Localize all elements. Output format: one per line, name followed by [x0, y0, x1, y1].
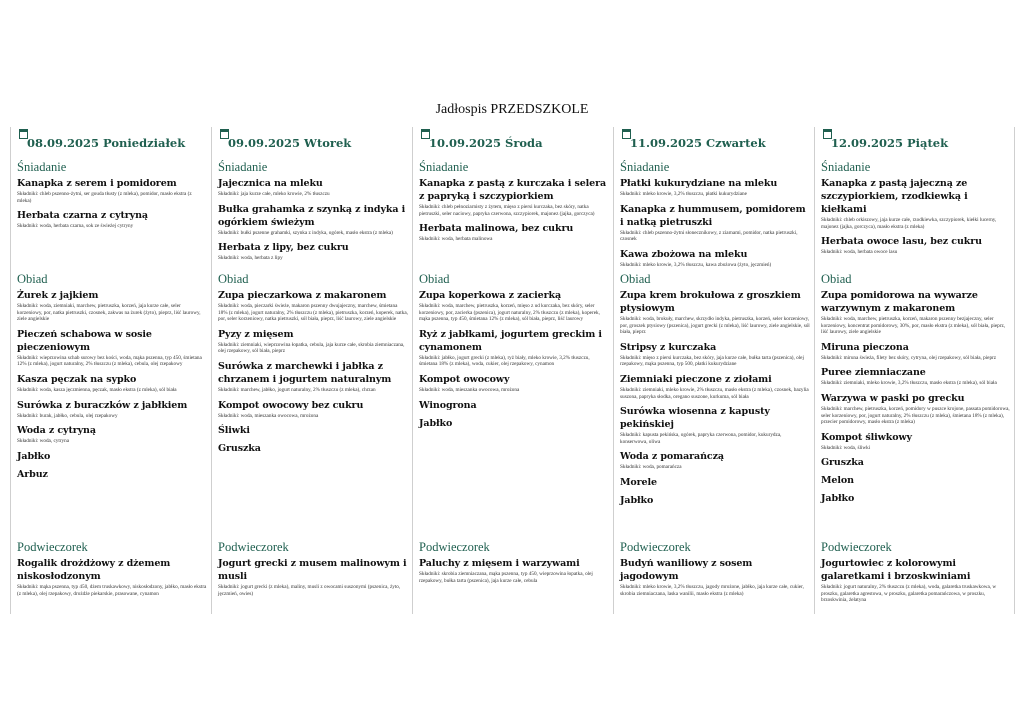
- dish-name: Kasza pęczak na sypko: [17, 373, 137, 385]
- dish-name: Budyń waniliowy z sosem jagodowym: [620, 558, 753, 582]
- meal-section-label: Śniadanie: [620, 160, 670, 174]
- day-header: [419, 127, 609, 153]
- dish-ingredients: Składniki: jogurt grecki (z mleka), maliny, musli z owocami suszonymi (pszenica, żyto, jęczmień, owies): [218, 584, 401, 597]
- day-header: [620, 127, 810, 153]
- dish-name: Ryż z jabłkami, jogurtem greckim i cynamonem: [419, 328, 602, 353]
- dish-name: Herbata z lipy, bez cukru: [218, 242, 349, 254]
- dish-name: Surówka z buraczków z jabłkiem: [17, 399, 188, 411]
- dish-name: Woda z cytryną: [17, 425, 96, 437]
- dish-ingredients: Składniki: miruna świeża, filety bez skóry, cytryna, olej rzepakowy, sól biała, pieprz: [821, 354, 997, 361]
- dish-name: Kanapka z pastą z kurczaka i selera z papryką i szczypiorkiem: [419, 178, 607, 202]
- menu-columns: [10, 127, 1015, 614]
- meal-section: [419, 160, 609, 248]
- meal-section: [419, 540, 609, 589]
- meal-section: [821, 160, 1010, 261]
- dish-name: Herbata owoce lasu, bez cukru: [821, 236, 982, 248]
- meal-section: [620, 160, 810, 273]
- day-column: [814, 127, 1015, 614]
- dish-ingredients: Składniki: mleko krowie, 3,2% tłuszczu, płatki kukurydziane: [620, 191, 747, 197]
- dish-name: Surówka wiosenna z kapusty pekińskiej: [620, 406, 770, 431]
- meal-section-label: Obiad: [419, 272, 450, 286]
- meal-section-label: Podwieczorek: [821, 540, 892, 554]
- dish-ingredients: Składniki: wieprzowina schab surowy bez kości, woda, mąka pszenna, typ 450, śmietana 12% (z mleka), jogurt naturalny, 2% tłuszczu (z mleka), cebula, olej rzepakowy: [17, 354, 202, 368]
- dish-ingredients: Składniki: marchew, jabłko, jogurt naturalny, 2% tłuszczu (z mleka), chrzan: [218, 386, 376, 393]
- dish-name: Kanapka z hummusem, pomidorem i natką pietruszki: [620, 203, 806, 228]
- dish-ingredients: Składniki: chleb pszenno-żytni słonecznikowy, z ziarnami, pomidor, natka pietruszki, czosnek: [620, 229, 798, 243]
- dish-name: Żurek z jajkiem: [17, 290, 99, 301]
- dish-name: Melon: [821, 475, 854, 487]
- dish-ingredients: Składniki: mleko krowie, 3,2% tłuszczu, jagody mrożone, jabłko, jaja kurze całe, cukier, skrobia ziemniaczana, laska wanilii, masło ekstra (z mleka): [620, 584, 804, 597]
- dish-ingredients: Składniki: marchew, pietruszka, korzeń, pomidory w puszce krojone, passata pomidorowa, seler korzeniowy, por, jogurt naturalny, 2% tłuszczu (z mleka), śmietana 18% (z mleka), przecier pomidorowy, masło ekstra (z mleka): [821, 405, 1010, 426]
- dish-name: Woda z pomarańczą: [620, 451, 724, 463]
- dish-name: Zupa pomidorowa na wywarze warzywnym z makaronem: [821, 290, 978, 314]
- dish-ingredients: Składniki: woda, ziemniaki, marchew, pietruszka, korzeń, jaja kurze całe, seler korzeniowy, por, natka pietruszki, czosnek, zakwas na żurek (żyto), pieprz, liść laurowy, ziele angielskie: [17, 303, 201, 323]
- dish-name: Puree ziemniaczane: [821, 367, 926, 379]
- dish-name: Jabłko: [17, 450, 51, 462]
- dish-name: Jabłko: [620, 494, 654, 506]
- dish-name: Kanapka z pastą jajeczną ze szczypiorkiem, rzodkiewką i kiełkami: [821, 178, 968, 215]
- dish-ingredients: Składniki: burak, jabłko, cebula, olej rzepakowy: [17, 412, 118, 419]
- meal-section-label: Śniadanie: [821, 160, 871, 174]
- dish-name: Jogurtowiec z kolorowymi galaretkami i brzoskwiniami: [821, 558, 971, 582]
- dish-name: Jabłko: [821, 493, 855, 505]
- dish-ingredients: Składniki: jaja kurze całe, mleko krowie, 2% tłuszczu: [218, 191, 330, 197]
- day-column: [10, 127, 211, 614]
- meal-section: [218, 540, 408, 602]
- meal-section-label: Obiad: [821, 272, 852, 286]
- dish-name: Gruszka: [218, 443, 261, 455]
- dish-name: Bułka grahamka z szynką z indyka i ogórkiem świeżym: [218, 203, 406, 228]
- dish-name: Rogalik drożdżowy z dżemem niskosłodzonym: [17, 558, 171, 582]
- dish-ingredients: Składniki: woda, mieszanka owocowa, mrożona: [419, 386, 520, 393]
- dish-ingredients: Składniki: woda, mieszanka owocowa, mrożona: [218, 412, 319, 419]
- meal-section-label: Podwieczorek: [218, 540, 289, 554]
- dish-ingredients: Składniki: jabłko, jogurt grecki (z mleka), ryż biały, mleko krowie, 3,2% tłuszczu, śmietana 18% (z mleka), woda, cukier, olej rzepakowy, cynamon: [419, 354, 590, 368]
- dish-name: Kompot owocowy bez cukru: [218, 399, 364, 411]
- dish-ingredients: Składniki: jogurt naturalny, 2% tłuszczu (z mleka), woda, galaretka truskawkowa, w proszku, galaretka agrestowa, w proszku, galaretka pomarańczowa, w proszku, brzoskwinia, żelatyna: [821, 584, 997, 604]
- dish-ingredients: Składniki: woda, pomarańcza: [620, 464, 682, 471]
- day-column: [211, 127, 412, 614]
- meal-section: [218, 272, 408, 460]
- dish-ingredients: Składniki: woda, kasza jęczmienna, pęczak, masło ekstra (z mleka), sól biała: [17, 386, 177, 393]
- day-column: [613, 127, 814, 614]
- meal-section-label: Obiad: [218, 272, 249, 286]
- dish-name: Śliwki: [218, 425, 250, 437]
- dish-name: Pieczeń schabowa w sosie pieczeniowym: [17, 328, 152, 353]
- dish-name: Zupa pieczarkowa z makaronem: [218, 290, 387, 301]
- dish-ingredients: Składniki: chleb pełnoziarnisty z żytem, mięso z piersi kurczaka, bez skóry, natka pietruszki, seler naciowy, papryka czerwona, szczypiorek, majonez (jajka, gorczyca): [419, 204, 595, 217]
- meal-section-label: Podwieczorek: [419, 540, 490, 554]
- dish-ingredients: Składniki: chleb orkiszowy, jaja kurze całe, rzodkiewka, szczypiorek, kiełki lucerny, majonez (jajka, gorczyca), masło ekstra (z mleka): [821, 217, 997, 230]
- meal-section: [620, 272, 810, 512]
- meal-section: [17, 272, 207, 486]
- day-date: 12.09.2025 Piątek: [831, 136, 949, 150]
- meal-section-label: Podwieczorek: [17, 540, 88, 554]
- day-date: 11.09.2025 Czwartek: [630, 136, 766, 150]
- dish-name: Płatki kukurydziane na mleku: [620, 178, 778, 189]
- day-header: [218, 127, 408, 153]
- dish-name: Jabłko: [419, 417, 453, 429]
- meal-section-label: Podwieczorek: [620, 540, 691, 554]
- dish-name: Gruszka: [821, 457, 864, 469]
- dish-name: Jajecznica na mleku: [218, 178, 323, 189]
- dish-ingredients: Składniki: ziemniaki, mleko krowie, 3,2% tłuszczu, masło ekstra (z mleka), sól biała: [821, 380, 997, 387]
- dish-ingredients: Składniki: woda, marchew, pietruszka, korzeń, makaron pszenny bezjajeczny, seler korzeniowy, koncentrat pomidorowy, 30%, por, masło ekstra (z mleka), sól biała, pieprz, liść laurowy, ziele angielskie: [821, 316, 1006, 336]
- meal-section-label: Obiad: [620, 272, 651, 286]
- meal-section-label: Obiad: [17, 272, 48, 286]
- dish-name: Paluchy z mięsem i warzywami: [419, 558, 580, 569]
- dish-ingredients: Składniki: woda, cytryna: [17, 438, 70, 445]
- dish-name: Ziemniaki pieczone z ziołami: [620, 373, 772, 385]
- dish-name: Pyzy z mięsem: [218, 328, 294, 340]
- day-date: 09.09.2025 Wtorek: [228, 136, 352, 150]
- dish-ingredients: Składniki: woda, herbata owoce lasu: [821, 249, 898, 256]
- meal-section-label: Śniadanie: [17, 160, 67, 174]
- meal-section-label: Śniadanie: [218, 160, 268, 174]
- dish-ingredients: Składniki: woda, herbata czarna, sok ze świeżej cytryny: [17, 223, 134, 230]
- dish-ingredients: Składniki: ziemniaki, mleko krowie, 2% tłuszczu, masło ekstra (z mleka), czosnek, bazylia suszona, papryka słodka, oregano suszone, kurkuma, sól biała: [620, 386, 809, 400]
- dish-name: Kompot śliwkowy: [821, 431, 912, 443]
- page-title: Jadłospis PRZEDSZKOLE: [435, 102, 589, 117]
- dish-name: Zupa koperkowa z zacierką: [419, 290, 562, 301]
- dish-name: Kompot owocowy: [419, 373, 510, 385]
- dish-name: Miruna pieczona: [821, 341, 909, 353]
- dish-ingredients: Składniki: kapusta pekińska, ogórek, papryka czerwona, pomidor, kukurydza, konserwowa, oliwa: [620, 432, 782, 445]
- dish-name: Warzywa w paski po grecku: [821, 392, 965, 404]
- dish-ingredients: Składniki: woda, brokuły, marchew, skrzydło indyka, pietruszka, korzeń, seler korzeniowy, por, groszek ptysiowy (pszenica), jogurt grecki (z mleka), liść laurowy, ziele angielskie, sól biała, pieprz: [620, 316, 810, 336]
- meal-section: [620, 540, 810, 602]
- dish-name: Herbata malinowa, bez cukru: [419, 223, 574, 235]
- dish-ingredients: Składniki: woda, marchew, pietruszka, korzeń, mięso z ud kurczaka, bez skóry, seler korzeniowy, por, zacierka (pszenica), jogurt naturalny, 2% tłuszczu (z mleka), koperek, mąka pszenna, typ 450, śmietana 12% (z mleka), sól biała, pieprz, liść laurowy: [419, 303, 600, 323]
- day-date: 10.09.2025 Środa: [429, 136, 543, 150]
- dish-ingredients: Składniki: woda, śliwki: [821, 444, 871, 451]
- dish-ingredients: Składniki: mąka pszenna, typ 450, dżem truskawkowy, niskosłodzony, jabłko, masło ekstra (z mleka), olej rzepakowy, drożdże piekarskie, prasowane, cynamon: [17, 584, 207, 597]
- dish-ingredients: Składniki: mięso z piersi kurczaka, bez skóry, jaja kurze całe, bułka tarta (pszenica), olej rzepakowy, mąka pszenna, typ 500, płatki kukurydziane: [620, 354, 804, 368]
- day-header: [17, 127, 207, 153]
- dish-name: Herbata czarna z cytryną: [17, 210, 148, 222]
- dish-ingredients: Składniki: mleko krowie, 3,2% tłuszczu, kawa zbożowa (żyto, jęczmień): [620, 261, 772, 268]
- meal-section: [17, 160, 207, 235]
- dish-ingredients: Składniki: ziemniaki, wieprzowina łopatka, cebula, jaja kurze całe, skrobia ziemniaczana, olej rzepakowy, sól biała, pieprz: [218, 341, 405, 355]
- meal-section: [419, 272, 609, 435]
- dish-name: Jogurt grecki z musem malinowym i musli: [218, 558, 407, 582]
- dish-ingredients: Składniki: woda, pieczarki świeże, makaron pszenny dwujajeczny, marchew, śmietana 18% (z mleka), jogurt naturalny, 2% tłuszczu (z mleka), pietruszka, korzeń, koperek, natka, por, seler korzeniowy, natka pietruszki, sól biała, pieprz, liść laurowy, ziele angielskie: [218, 303, 408, 323]
- dish-name: Zupa krem brokułowa z groszkiem ptysiowym: [620, 290, 801, 314]
- dish-name: Surówka z marchewki i jabłka z chrzanem i jogurtem naturalnym: [218, 360, 392, 385]
- dish-name: Kawa zbożowa na mleku: [620, 248, 748, 260]
- dish-ingredients: Składniki: bułki pszenne grahamki, szynka z indyka, ogórek, masło ekstra (z mleka): [218, 229, 393, 236]
- day-date: 08.09.2025 Poniedziałek: [27, 136, 186, 150]
- day-column: [412, 127, 613, 614]
- dish-ingredients: Składniki: skrobia ziemniaczana, mąka pszenna, typ 450, wieprzowina łopatka, olej rzepakowy, bułka tarta (pszenica), jaja kurze całe, cebula: [419, 571, 593, 584]
- dish-name: Winogrona: [419, 399, 477, 411]
- dish-name: Stripsy z kurczaka: [620, 341, 717, 353]
- meal-section: [17, 540, 207, 602]
- dish-ingredients: Składniki: woda, herbata z lipy: [218, 255, 283, 262]
- meal-section-label: Śniadanie: [419, 160, 469, 174]
- dish-name: Arbuz: [17, 468, 48, 480]
- dish-name: Kanapka z serem i pomidorem: [17, 178, 177, 189]
- day-header: [821, 127, 1010, 153]
- meal-section: [821, 272, 1010, 510]
- meal-section: [821, 540, 1010, 609]
- dish-name: Morele: [620, 476, 657, 488]
- meal-section: [218, 160, 408, 267]
- dish-ingredients: Składniki: woda, herbata malinowa: [419, 236, 493, 243]
- dish-ingredients: Składniki: chleb pszenno-żytni, ser gouda tłusty (z mleka), pomidor, masło ekstra (z mleka): [17, 191, 192, 204]
